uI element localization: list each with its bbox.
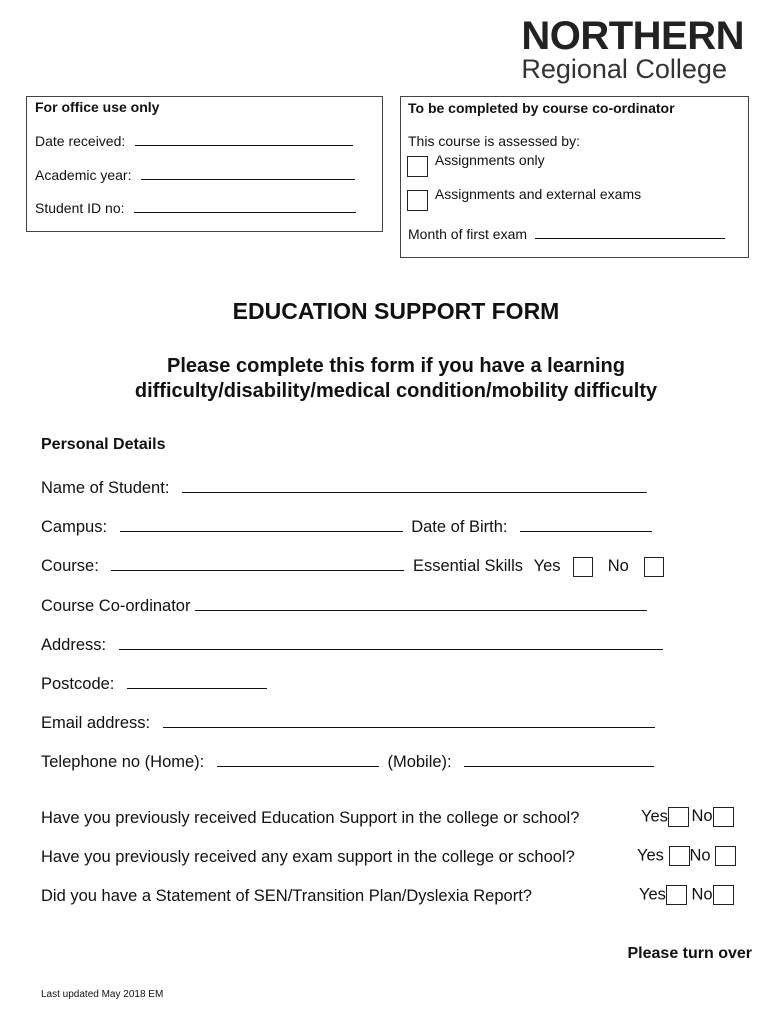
logo-line-2: Regional College bbox=[521, 54, 727, 84]
coordinator-heading: To be completed by course co-ordinator bbox=[408, 100, 675, 116]
question-exam-support-yes-checkbox[interactable] bbox=[669, 846, 690, 866]
telephone-mobile-label: (Mobile): bbox=[387, 753, 452, 771]
postcode-label: Postcode: bbox=[41, 675, 115, 693]
date-received-label: Date received: bbox=[35, 133, 126, 149]
subtitle-line-1: Please complete this form if you have a learning bbox=[167, 355, 625, 377]
month-first-exam-field[interactable] bbox=[535, 225, 725, 239]
telephone-home-label: Telephone no (Home): bbox=[41, 753, 205, 771]
coordinator-label: Course Co-ordinator bbox=[41, 597, 191, 615]
assignments-only-option[interactable] bbox=[407, 152, 545, 177]
question-exam-support-yes-label: Yes bbox=[637, 846, 664, 865]
form-subtitle bbox=[0, 354, 770, 404]
personal-details-heading: Personal Details bbox=[41, 436, 166, 453]
essential-skills-no-label: No bbox=[607, 557, 629, 575]
address-label: Address: bbox=[41, 636, 107, 654]
question-education-support-no-label: No bbox=[691, 807, 713, 826]
academic-year-row bbox=[35, 166, 355, 183]
email-field[interactable] bbox=[163, 711, 655, 728]
date-received-field[interactable] bbox=[135, 132, 353, 146]
logo-line-1: NORTHERN bbox=[521, 14, 744, 58]
assignments-only-label: Assignments only bbox=[434, 152, 545, 169]
question-exam-support-no-label: No bbox=[689, 846, 711, 865]
course-row bbox=[41, 554, 664, 577]
question-sen-statement-no-label: No bbox=[691, 885, 713, 904]
telephone-row bbox=[41, 750, 654, 772]
question-exam-support-no-checkbox[interactable] bbox=[715, 846, 736, 866]
campus-label: Campus: bbox=[41, 518, 108, 536]
postcode-row bbox=[41, 672, 267, 694]
question-exam-support: Have you previously received any exam support in the college or school? bbox=[41, 848, 575, 866]
dob-label: Date of Birth: bbox=[411, 518, 508, 536]
footer-last-updated: Last updated May 2018 EM bbox=[41, 989, 164, 1000]
telephone-home-field[interactable] bbox=[217, 750, 379, 767]
question-sen-statement-yes-label: Yes bbox=[639, 885, 666, 904]
student-name-field[interactable] bbox=[182, 476, 647, 493]
assignments-exams-label: Assignments and external exams bbox=[434, 186, 642, 203]
telephone-mobile-field[interactable] bbox=[464, 750, 654, 767]
question-sen-statement-yes-checkbox[interactable] bbox=[666, 885, 687, 905]
campus-field[interactable] bbox=[120, 515, 403, 532]
essential-skills-no-checkbox[interactable] bbox=[644, 557, 664, 577]
course-label: Course: bbox=[41, 557, 99, 575]
assignments-only-checkbox[interactable] bbox=[407, 156, 428, 177]
question-sen-statement: Did you have a Statement of SEN/Transition Plan/Dyslexia Report? bbox=[41, 887, 532, 905]
question-education-support-options bbox=[641, 807, 734, 827]
campus-dob-row bbox=[41, 515, 652, 537]
essential-skills-yes-label: Yes bbox=[533, 557, 561, 575]
question-education-support-yes-checkbox[interactable] bbox=[668, 807, 689, 827]
essential-skills-yes-checkbox[interactable] bbox=[573, 557, 593, 577]
coordinator-row bbox=[41, 594, 647, 616]
student-name-row bbox=[41, 476, 647, 498]
student-id-label: Student ID no: bbox=[35, 200, 125, 216]
dob-field[interactable] bbox=[520, 515, 652, 532]
student-id-row bbox=[35, 199, 356, 216]
question-exam-support-options bbox=[637, 846, 736, 866]
college-logo bbox=[521, 16, 744, 84]
question-education-support-yes-label: Yes bbox=[641, 807, 668, 826]
office-use-box bbox=[26, 96, 383, 232]
address-field[interactable] bbox=[119, 633, 663, 650]
question-education-support: Have you previously received Education Support in the college or school? bbox=[41, 809, 580, 827]
assessed-by-label: This course is assessed by: bbox=[408, 133, 580, 149]
academic-year-field[interactable] bbox=[141, 166, 355, 180]
coordinator-field[interactable] bbox=[195, 594, 647, 611]
date-received-row bbox=[35, 132, 353, 149]
assignments-exams-checkbox[interactable] bbox=[407, 190, 428, 211]
course-field[interactable] bbox=[111, 554, 404, 571]
question-education-support-no-checkbox[interactable] bbox=[713, 807, 734, 827]
turn-over-note: Please turn over bbox=[627, 945, 752, 962]
month-first-exam-label: Month of first exam bbox=[408, 226, 528, 242]
form-title: EDUCATION SUPPORT FORM bbox=[232, 298, 560, 324]
office-use-heading: For office use only bbox=[35, 99, 160, 115]
month-first-exam-row bbox=[408, 225, 725, 242]
essential-skills-label: Essential Skills bbox=[412, 557, 524, 575]
academic-year-label: Academic year: bbox=[35, 167, 132, 183]
postcode-field[interactable] bbox=[127, 672, 267, 689]
student-id-field[interactable] bbox=[134, 199, 356, 213]
assignments-exams-option[interactable] bbox=[407, 186, 642, 211]
email-row bbox=[41, 711, 655, 733]
coordinator-box bbox=[400, 96, 749, 258]
student-name-label: Name of Student: bbox=[41, 479, 170, 497]
question-sen-statement-no-checkbox[interactable] bbox=[713, 885, 734, 905]
email-label: Email address: bbox=[41, 714, 151, 732]
subtitle-line-2: difficulty/disability/medical condition/mobility difficulty bbox=[134, 380, 658, 402]
address-row bbox=[41, 633, 663, 655]
question-sen-statement-options bbox=[639, 885, 734, 905]
